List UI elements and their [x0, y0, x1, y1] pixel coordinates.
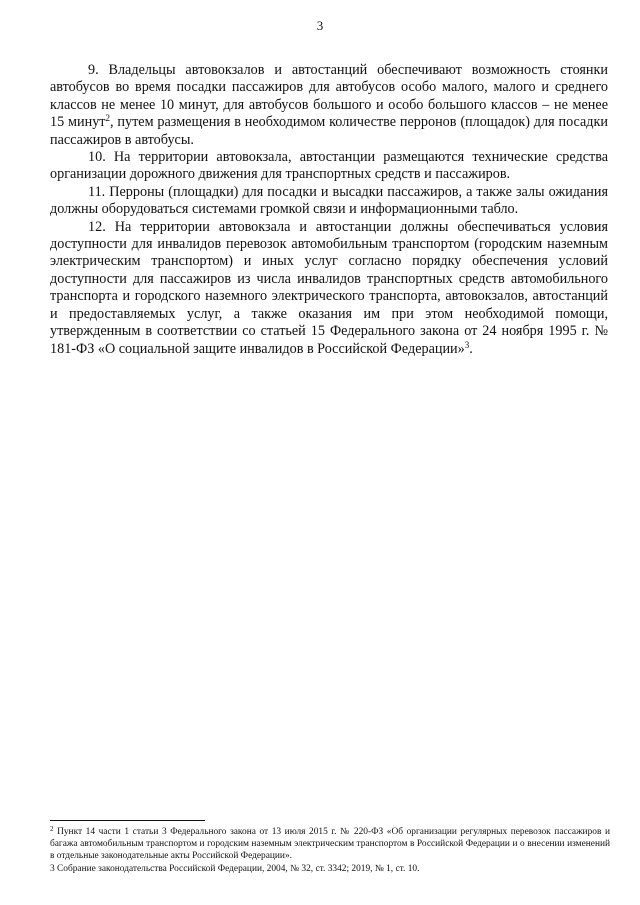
footnote-reference[interactable]: 3 [464, 339, 470, 350]
footnote-2 [50, 826, 610, 863]
footnote-separator [50, 820, 205, 821]
footnote-text: Собрание законодательства Российской Федерации, 2004, № 32, ст. 3342; 2019, № 1, ст. 10. [54, 863, 420, 874]
footnote-mark: 3 [50, 863, 55, 874]
paragraph-text-continued: , путем размещения в необходимом количестве перронов (площадок) для посадки пассажиров в автобусы. [50, 114, 608, 148]
paragraph-11 [50, 184, 608, 219]
body-text [50, 62, 608, 358]
footnotes [50, 826, 610, 875]
paragraph-text: 9. Владельцы автовокзалов и автостанций обеспечивают возможность стоянки автобусов во время посадки пассажиров для автобусов особо малого, малого и среднего классов не менее 10 минут, для автобусов большого и особо большого классов – не менее 15 минут [50, 62, 608, 131]
paragraph-text: 11. Перроны (площадки) для посадки и высадки пассажиров, а также залы ожидания должны оборудоваться системами громкой связи и информационными табло. [50, 183, 608, 218]
paragraph-12 [50, 219, 608, 358]
footnote-3 [50, 863, 610, 875]
paragraph-text: 12. На территории автовокзала и автостанции должны обеспечиваться условия доступности для инвалидов перевозок автомобильным транспортом (городским наземным электрическим транспортом) и иных услуг согласно порядку обеспечения условий доступности для пассажиров из числа инвалидов транспортных средств автомобильного транспорта и городского наземного электрического транспорта, автовокзалов, автостанций и предоставляемых услуг, а также оказания им при этом необходимой помощи, утвержденным в соответствии со статьей 15 Федерального закона от 24 ноября 1995 г. № 181-ФЗ «О социальной защите инвалидов в Российской Федерации» [50, 218, 608, 357]
footnote-reference[interactable]: 2 [105, 113, 110, 124]
paragraph-text: 10. На территории автовокзала, автостанции размещаются технические средства организации дорожного движения для транспортных средств и пассажиров. [50, 149, 608, 183]
page-number: 3 [316, 18, 324, 33]
paragraph-text-continued: . [469, 340, 473, 357]
footnote-text: Пункт 14 части 1 статьи 3 Федерального закона от 13 июля 2015 г. № 220-ФЗ «Об организации регулярных перевозок пассажиров и багажа автомобильным транспортом и городским наземным электрическим транспортом в Российской Федерации и о внесении изменений в отдельные законодательные акты Российской Федерации». [50, 827, 610, 862]
paragraph-9 [50, 62, 608, 149]
footnote-mark: 2 [50, 825, 54, 833]
paragraph-10 [50, 149, 608, 184]
